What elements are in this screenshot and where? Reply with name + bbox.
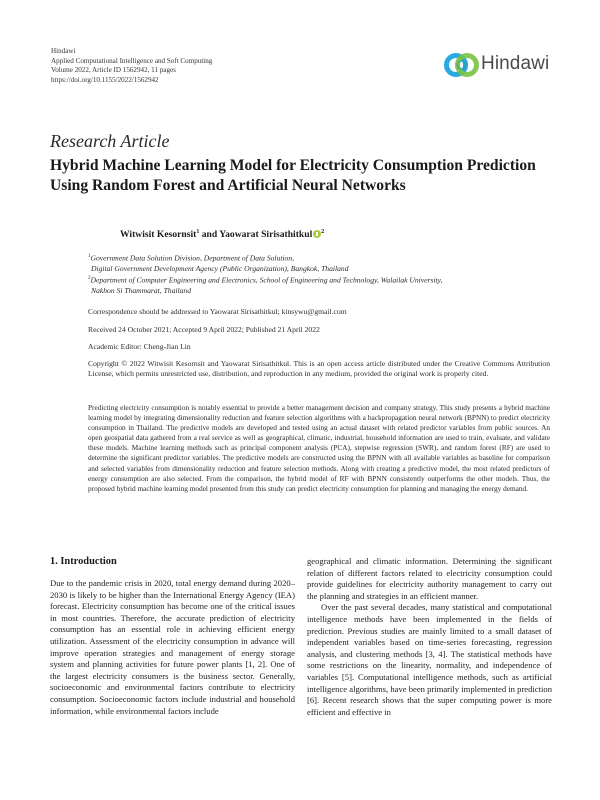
abstract: Predicting electricity consumption is notably essential to provide a better management decision and company strategy. This study presents a hybrid machine learning model by integrating dimensionality reduction and feature selection algorithms with a backpropagation neural network (BPNN) to predict electricity consumption in Thailand. The predictive models are developed and tested using an actual dataset with related predictor variables from public sources. An open geospatial data gathered from a real service as well as geographical, climatic, industrial, household information are used to train, evaluate, and validate these models. Machine learning methods such as principal component analysis (PCA), stepwise regression (SWR), and random forest (RF) are used to determine the significant predictor variables. The predictive models are constructed using the BPNN with all available variables as baseline for comparison and selected variables from dimensionality reduction and feature selection methods. Along with creating a predictive model, the most related predictors of energy consumption are also selected. From the comparison, the hybrid model of RF with BPNN consistently outperforms the other models. Thus, the proposed hybrid machine learning model presented from this study can predict electricity consumption for planning and managing the energy demand. — [88, 403, 550, 493]
author-2-affil: 2 — [321, 229, 325, 235]
section-heading: 1. Introduction — [50, 556, 117, 567]
logo-wordmark: Hindawi — [481, 53, 550, 74]
body-column-right — [307, 556, 552, 718]
paper-title: Hybrid Machine Learning Model for Electricity Consumption Prediction Using Random Forest and Artificial Neural Networks — [50, 157, 536, 194]
author-list — [120, 229, 324, 240]
affiliation-2-line-2: Nakhon Si Thammarat, Thailand — [91, 285, 191, 295]
volume-info: Volume 2022, Article ID 1562942, 11 pages — [51, 66, 176, 75]
affiliation-1-line-1: Government Data Solution Division, Department of Data Solution, — [90, 253, 295, 263]
copyright-notice: Copyright © 2022 Witwisit Kesornsit and Yaowarat Sirisathitkul. This is an open access article distributed under the Creative Commons Attribution License, which permits unrestricted use, distribution, and reproduction in any medium, provided the original work is properly cited. — [88, 359, 550, 379]
affiliation-2 — [88, 274, 538, 296]
author-2[interactable]: Yaowarat Sirisathitkul — [219, 229, 313, 241]
journal-header — [51, 47, 351, 85]
correspondence: Correspondence should be addressed to Yaowarat Sirisathitkul; kinsywu@gmail.com — [88, 307, 347, 316]
paragraph: Over the past several decades, many statistical and computational intelligence methods have been implemented in the fields of prediction. Previous studies are mainly limited to a small dataset of independent variables based on time-series forecasting, regression analysis, and clustering methods [3, 4]. The statistical methods have some restrictions on the linearity, normality, and independence of variables [5]. Computational intelligence methods, such as artificial intelligence algorithms, have been primarily implemented in prediction [6]. Recent research shows that the super computing power is more efficient and effective in — [307, 602, 552, 717]
affiliation-2-line-1: Department of Computer Engineering and Electronics, School of Engineering and Technology, Walailak University, — [90, 275, 443, 285]
affiliation-2-sup: 2 — [88, 276, 91, 281]
author-1-affil: 1 — [196, 229, 200, 235]
article-type: Research Article — [50, 131, 170, 151]
academic-editor: Academic Editor: Cheng-Jian Lin — [88, 342, 191, 351]
affiliation-1 — [88, 252, 538, 274]
journal-name: Applied Computational Intelligence and Soft Computing — [51, 56, 213, 65]
orcid-icon[interactable] — [313, 230, 321, 238]
affiliation-1-sup: 1 — [88, 254, 91, 259]
publication-dates: Received 24 October 2021; Accepted 9 April 2022; Published 21 April 2022 — [88, 325, 320, 334]
author-separator: and — [199, 229, 220, 241]
publisher-name: Hindawi — [51, 47, 76, 55]
doi-link[interactable]: https://doi.org/10.1155/2022/1562942 — [51, 75, 159, 84]
body-column-left: Due to the pandemic crisis in 2020, total energy demand during 2020–2030 is likely to be higher than the International Energy Agency (IEA) forecast. Electricity consumption has become one of the critical issues in most countries. Therefore, the accurate prediction of electricity consumption has an essential role in achieving efficient energy utilization. Assessment of the electricity consumption in advance will improve operation strategies and management of energy storage system and planning activities for future power plants [1, 2]. One of the largest electricity consumers is the business sector. Generally, socioeconomic and environmental factors contribute to electricity consumption. Socioeconomic factors include industrial and household information, while environmental factors include — [50, 578, 295, 716]
author-1[interactable]: Witwisit Kesornsit — [120, 229, 197, 241]
affiliation-1-line-2: Digital Government Development Agency (Public Organization), Bangkok, Thailand — [91, 263, 349, 273]
paragraph: geographical and climatic information. Determining the significant relation of different factors related to electricity consumption could provide guidelines for electricity authority management to carry out the planning and strategies in an efficient manner. — [307, 556, 552, 601]
